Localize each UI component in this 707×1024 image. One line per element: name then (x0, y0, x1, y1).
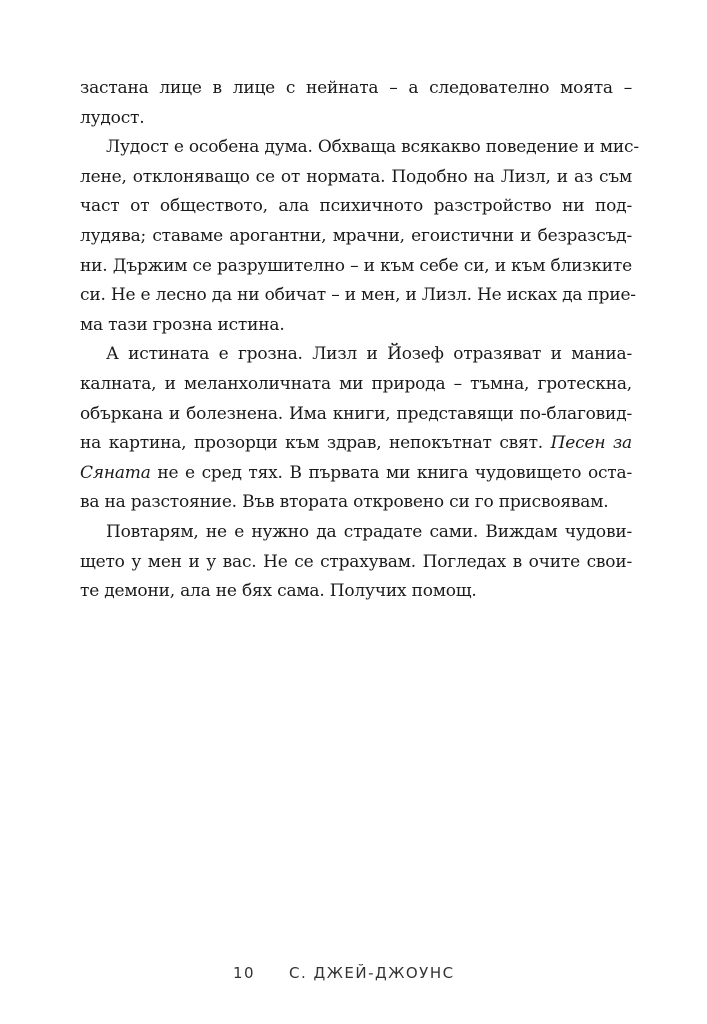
text-line: застана лице в лице с нейната – а следователно моята – (80, 78, 632, 98)
text-line: те демони, ала не бях сама. Получих помощ. (80, 581, 477, 602)
text-line: ма тази грозна истина. (80, 314, 285, 335)
book-title-italic: Песен за (550, 433, 632, 454)
running-head-author: С. ДЖЕЙ-ДЖОУНС (289, 964, 455, 982)
book-title-italic: Сяната (80, 462, 151, 483)
page-footer (0, 964, 707, 988)
text-line: част от обществото, ала психичното разстройство ни под- (80, 196, 632, 217)
text-line: Повтарям, не е нужно да страдате сами. Виждам чудови- (106, 521, 632, 542)
text-line: си. Не е лесно да ни обичат – и мен, и Лизл. Не исках да прие- (80, 285, 636, 306)
text-line: лудява; ставаме арогантни, мрачни, егоистични и безразсъд- (80, 225, 632, 246)
body-text (80, 74, 639, 607)
text-line (80, 459, 632, 489)
text-line: щето у мен и у вас. Не се страхувам. Погледах в очите свои- (80, 551, 632, 572)
text-line: объркана и болезнена. Има книги, представящи по-благовид- (80, 403, 632, 424)
text-line: Лудост е особена дума. Обхваща всякакво поведение и мис- (106, 137, 639, 158)
text-line: ва на разстояние. Във втората откровено си го присвоявам. (80, 492, 609, 513)
text-span: не е сред тях. В първата ми книга чудовището оста- (150, 462, 632, 483)
text-span: на картина, прозорци към здрав, непокътнат свят. (80, 433, 543, 454)
text-line: ни. Държим се разрушително – и към себе си, и към близките (80, 255, 632, 276)
text-line: А истината е грозна. Лизл и Йозеф отразяват и маниа- (106, 344, 632, 365)
page-number: 10 (233, 964, 256, 982)
text-line: лене, отклоняващо се от нормата. Подобно на Лизл, и аз съм (80, 166, 632, 187)
text-line: лудост. (80, 107, 145, 128)
text-line (80, 429, 632, 459)
text-line: калната, и меланхоличната ми природа – тъмна, гротескна, (80, 373, 632, 394)
